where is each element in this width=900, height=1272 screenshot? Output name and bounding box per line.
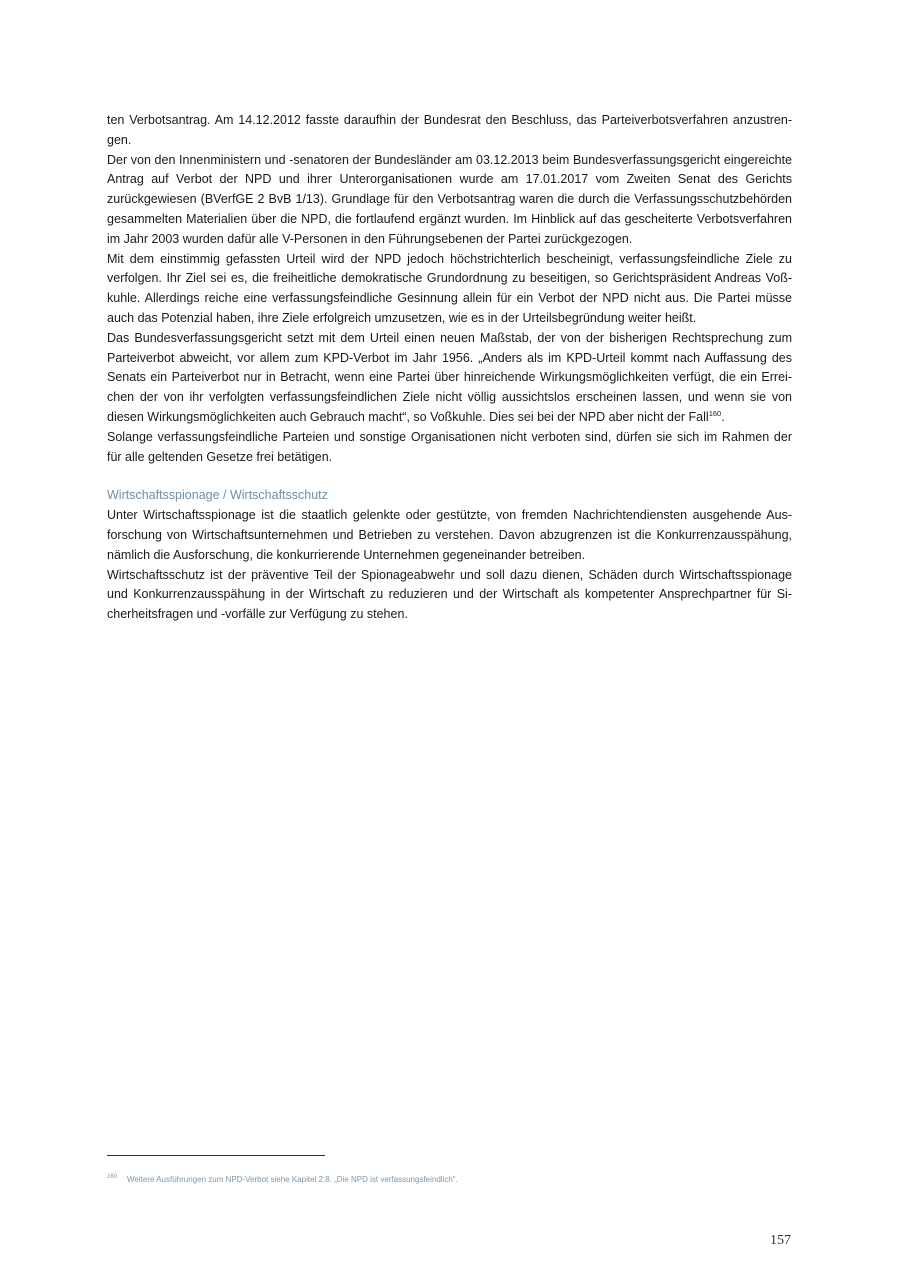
paragraph-with-footnote (107, 329, 792, 428)
paragraph: Mit dem einstimmig gefassten Urteil wird der NPD jedoch höchstrichterlich bescheinigt, verfassungsfeindliche Ziele zu verfolgen. Ihr Ziel sei es, die freiheitliche demokratische Grundordnung zu beseitigen, so Gerichtspräsident Andreas Voßkuhle. Allerdings reiche eine verfassungsfeindliche Gesinnung allein für ein Verbot der NPD nicht aus. Die Partei müsse auch das Potenzial haben, ihre Ziele erfolgreich umzusetzen, wie es in der Urteilsbegründung weiter heißt. (107, 251, 792, 325)
paragraph: ten Verbotsantrag. Am 14.12.2012 fasste daraufhin der Bundesrat den Beschluss, das Parteiverbotsverfahren anzustrengen. (107, 113, 792, 147)
footnote (107, 1174, 792, 1186)
footnote-separator (107, 1155, 325, 1156)
main-text-block (107, 111, 792, 625)
page-number: 157 (770, 1233, 791, 1248)
paragraph: Wirtschaftsschutz ist der präventive Teil der Spionageabwehr und soll dazu dienen, Schäden durch Wirtschaftsspionage und Konkurrenzausspähung in der Wirtschaft zu reduzieren und der Wirtschaft als kompetenter Ansprechpartner für Sicherheitsfragen und -vorfälle zur Verfügung zu stehen. (107, 567, 792, 622)
paragraph: Unter Wirtschaftsspionage ist die staatlich gelenkte oder gestützte, von fremden Nachrichtendiensten ausgehende Ausforschung von Wirtschaftsunternehmen und Betrieben zu verstehen. Davon abzugrenzen ist die Konkurrenzausspähung, nämlich die Ausforschung, die konkurrierende Unternehmen gegeneinander betreiben. (107, 508, 792, 562)
paragraph: Solange verfassungsfeindliche Parteien und sonstige Organisationen nicht verboten sind, dürfen sie sich im Rahmen der für alle geltenden Gesetze frei betätigen. (107, 429, 792, 464)
paragraph-text: Das Bundesverfassungsgericht setzt mit dem Urteil einen neuen Maßstab, der von der bisherigen Rechtsprechung zum Parteiverbot abweicht, vor allem zum KPD-Verbot im Jahr 1956. „Anders als im KPD-Urteil kommt nach Auffassung des Senats ein Parteiverbot nur in Betracht, wenn eine Partei über hinreichende Wirkungsmöglichkeiten verfügt, die ein Erreichen der von ihr verfolgten verfassungsfeindlichen Ziele nicht völlig aussichtslos erscheinen lassen, und wenn sie von diesen Wirkungsmöglichkeiten auch Gebrauch macht“, so Voßkuhle. Dies sei bei der NPD aber nicht der Fall (107, 330, 792, 424)
footnote-number: 160 (107, 1174, 118, 1181)
section-heading: Wirtschaftsspionage / Wirtschaftsschutz (107, 488, 328, 503)
footnote-reference[interactable]: 160 (708, 408, 722, 418)
footnote-text: Weitere Ausführungen zum NPD-Verbot siehe Kapitel 2.8. „Die NPD ist verfassungsfeindlich“. (127, 1175, 458, 1184)
paragraph: Der von den Innenministern und -senatoren der Bundesländer am 03.12.2013 beim Bundesverfassungsgericht eingereichte Antrag auf Verbot der NPD und ihrer Unterorganisationen wurde am 17.01.2017 vom Zweiten Senat des Gerichts zurückgewiesen (BVerfGE 2 BvB 1/13). Grundlage für den Verbotsantrag waren die durch die Verfassungsschutzbehörden gesammelten Materialien über die NPD, die fortlaufend ergänzt wurden. Im Hinblick auf das gescheiterte Verbotsverfahren im Jahr 2003 wurden dafür alle V-Personen in den Führungsebenen der Partei zurückgezogen. (107, 152, 792, 246)
paragraph-tail: . (721, 409, 725, 424)
